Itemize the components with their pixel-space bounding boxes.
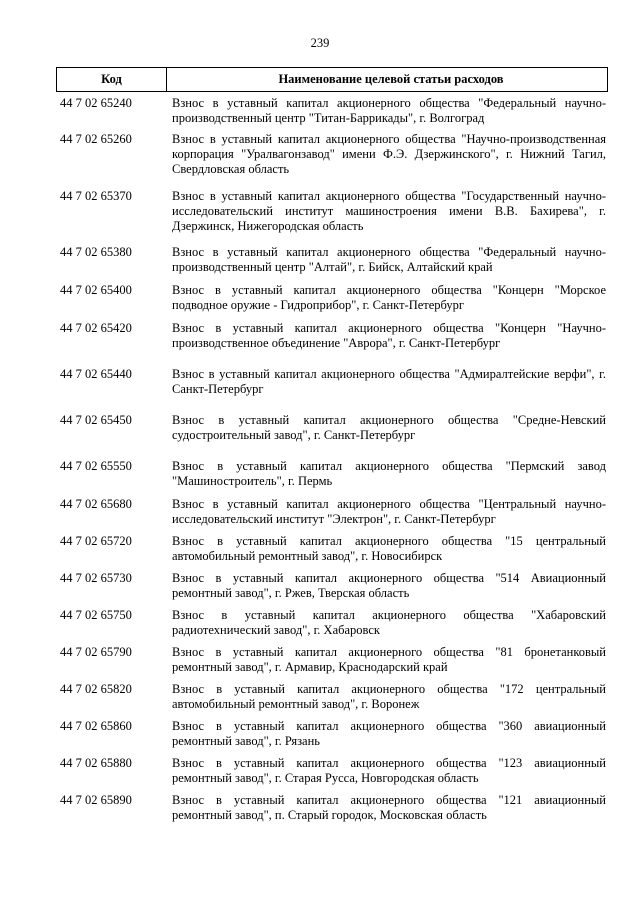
row-code: 44 7 02 65260 (60, 132, 132, 146)
row-name: Взнос в уставный капитал акционерного общества "Центральный научно-исследовательский институт "Электрон", г. Санкт-Петербург (172, 497, 606, 526)
row-name: Взнос в уставный капитал акционерного общества "360 авиационный ремонтный завод", г. Рязань (172, 719, 606, 748)
table-row (56, 791, 608, 828)
table-row (56, 606, 608, 643)
row-code: 44 7 02 65720 (60, 534, 132, 548)
row-name: Взнос в уставный капитал акционерного общества "Концерн "Морское подводное оружие - Гидроприбор", г. Санкт-Петербург (172, 283, 606, 312)
row-name: Взнос в уставный капитал акционерного общества "Научно-производственная корпорация "Уралвагонзавод" имени Ф.Э. Дзержинского", г. Нижний Тагил, Свердловская область (172, 132, 606, 176)
row-code: 44 7 02 65730 (60, 571, 132, 585)
table-row (56, 365, 608, 411)
table-row (56, 411, 608, 457)
row-code: 44 7 02 65890 (60, 793, 132, 807)
row-code: 44 7 02 65370 (60, 189, 132, 203)
row-name: Взнос в уставный капитал акционерного общества "Пермский завод "Машиностроитель", г. Пермь (172, 459, 606, 488)
table-row (56, 680, 608, 717)
table-row (56, 457, 608, 495)
table-row (56, 130, 608, 181)
table-header (56, 67, 608, 92)
budget-table (56, 67, 608, 828)
row-code: 44 7 02 65420 (60, 321, 132, 335)
row-name: Взнос в уставный капитал акционерного общества "121 авиационный ремонтный завод", п. Старый городок, Московская область (172, 793, 606, 822)
row-code: 44 7 02 65750 (60, 608, 132, 622)
row-name: Взнос в уставный капитал акционерного общества "81 бронетанковый ремонтный завод", г. Армавир, Краснодарский край (172, 645, 606, 674)
row-code: 44 7 02 65240 (60, 96, 132, 110)
row-name: Взнос в уставный капитал акционерного общества "Концерн "Научно-производственное объединение "Аврора", г. Санкт-Петербург (172, 321, 606, 350)
row-name: Взнос в уставный капитал акционерного общества "Хабаровский радиотехнический завод", г. Хабаровск (172, 608, 606, 637)
row-name: Взнос в уставный капитал акционерного общества "123 авиационный ремонтный завод", г. Старая Русса, Новгородская область (172, 756, 606, 785)
row-code: 44 7 02 65880 (60, 756, 132, 770)
row-name: Взнос в уставный капитал акционерного общества "Средне-Невский судостроительный завод", г. Санкт-Петербург (172, 413, 606, 442)
row-code: 44 7 02 65820 (60, 682, 132, 696)
row-code: 44 7 02 65680 (60, 497, 132, 511)
header-code: Код (57, 68, 167, 91)
table-row (56, 495, 608, 532)
table-row (56, 243, 608, 281)
table-row (56, 754, 608, 791)
row-code: 44 7 02 65860 (60, 719, 132, 733)
row-code: 44 7 02 65440 (60, 367, 132, 381)
row-name: Взнос в уставный капитал акционерного общества "Федеральный научно-производственный центр "Титан-Баррикады", г. Волгоград (172, 96, 606, 125)
table-row (56, 532, 608, 569)
row-code: 44 7 02 65550 (60, 459, 132, 473)
table-row (56, 281, 608, 319)
table-row (56, 319, 608, 365)
page-number: 239 (310, 36, 330, 50)
table-row (56, 717, 608, 754)
row-code: 44 7 02 65380 (60, 245, 132, 259)
row-code: 44 7 02 65790 (60, 645, 132, 659)
row-name: Взнос в уставный капитал акционерного общества "Государственный научно-исследовательский институт машиностроения имени В.В. Бахирева", г. Дзержинск, Нижегородская область (172, 189, 606, 233)
row-name: Взнос в уставный капитал акционерного общества "172 центральный автомобильный ремонтный завод", г. Воронеж (172, 682, 606, 711)
table-row (56, 181, 608, 243)
row-name: Взнос в уставный капитал акционерного общества "15 центральный автомобильный ремонтный завод", г. Новосибирск (172, 534, 606, 563)
table-row (56, 569, 608, 606)
row-name: Взнос в уставный капитал акционерного общества "Федеральный научно-производственный центр "Алтай", г. Бийск, Алтайский край (172, 245, 606, 274)
table-row (56, 643, 608, 680)
row-code: 44 7 02 65400 (60, 283, 132, 297)
header-name: Наименование целевой статьи расходов (278, 72, 504, 86)
table-row (56, 92, 608, 130)
row-name: Взнос в уставный капитал акционерного общества "514 Авиационный ремонтный завод", г. Ржев, Тверская область (172, 571, 606, 600)
row-name: Взнос в уставный капитал акционерного общества "Адмиралтейские верфи", г. Санкт-Петербург (172, 367, 606, 396)
row-code: 44 7 02 65450 (60, 413, 132, 427)
